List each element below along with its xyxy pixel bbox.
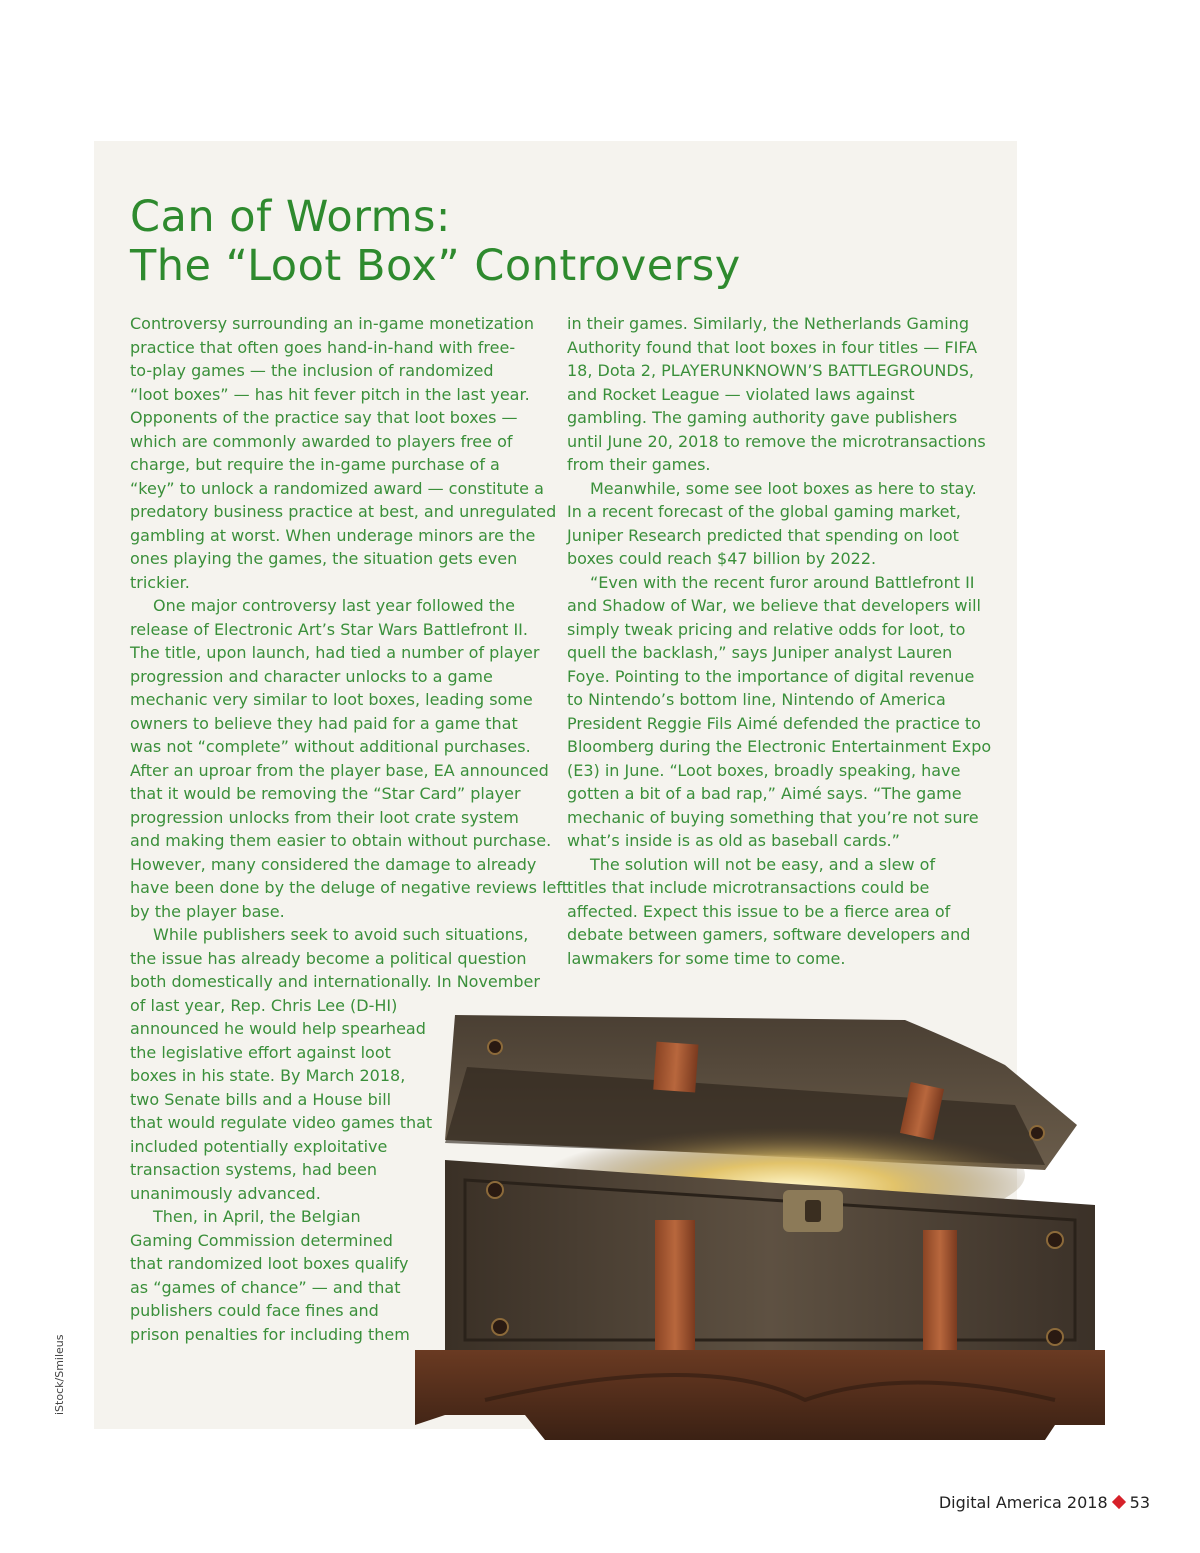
text-line: Bloomberg during the Electronic Entertainment Expo: [567, 737, 992, 756]
paragraph: [567, 477, 987, 571]
photo-credit: iStock/Smileus: [53, 1334, 66, 1415]
text-line: gambling. The gaming authority gave publishers: [567, 408, 958, 427]
text-line: owners to believe they had paid for a game that: [130, 713, 518, 733]
text-line: both domestically and internationally. In November: [130, 972, 540, 991]
text-line: until June 20, 2018 to remove the microtransactions: [567, 431, 986, 451]
text-line: gambling at worst. When underage minors are the: [130, 525, 536, 545]
text-line: transaction systems, had been: [130, 1160, 377, 1179]
text-line: “Even with the recent furor around Battlefront II: [590, 572, 975, 592]
text-line: the legislative effort against loot: [130, 1042, 391, 1062]
text-line: The title, upon launch, had tied a number of player: [130, 643, 540, 662]
text-line: unanimously advanced.: [130, 1183, 321, 1203]
text-line: After an uproar from the player base, EA announced: [130, 760, 549, 780]
text-line: that would regulate video games that: [130, 1113, 433, 1132]
article-title: [130, 193, 741, 291]
text-line: mechanic very similar to loot boxes, leading some: [130, 690, 533, 709]
text-line: publishers could face fines and: [130, 1301, 379, 1320]
diamond-icon: [1112, 1495, 1126, 1509]
text-line: “loot boxes” — has hit fever pitch in the last year.: [130, 384, 530, 404]
text-line: and Shadow of War, we believe that developers will: [567, 596, 981, 615]
text-line: that it would be removing the “Star Card” player: [130, 784, 521, 803]
text-line: titles that include microtransactions could be: [567, 878, 930, 897]
text-line: 18, Dota 2, PLAYERUNKNOWN’S BATTLEGROUNDS,: [567, 361, 974, 380]
text-line: charge, but require the in-game purchase of a: [130, 455, 500, 474]
text-line: by the player base.: [130, 901, 285, 921]
text-line: of last year, Rep. Chris Lee (D-HI): [130, 995, 398, 1015]
text-line: The solution will not be easy, and a slew of: [590, 854, 936, 874]
text-line: Meanwhile, some see loot boxes as here to stay.: [590, 478, 977, 498]
text-line: in their games. Similarly, the Netherlands Gaming: [567, 314, 969, 333]
text-line: that randomized loot boxes qualify: [130, 1254, 409, 1273]
text-line: the issue has already become a political question: [130, 948, 527, 968]
text-line: announced he would help spearhead: [130, 1019, 426, 1038]
text-line: to Nintendo’s bottom line, Nintendo of America: [567, 690, 946, 709]
text-line: what’s inside is as old as baseball cards.”: [567, 831, 900, 850]
text-line: release of Electronic Art’s Star Wars Battlefront II.: [130, 619, 528, 639]
title-line-2: The “Loot Box” Controversy: [130, 241, 741, 291]
text-line: (E3) in June. “Loot boxes, broadly speaking, have: [567, 760, 961, 780]
text-line: Opponents of the practice say that loot boxes —: [130, 408, 518, 427]
text-line: boxes could reach $47 billion by 2022.: [567, 549, 877, 568]
text-line: predatory business practice at best, and unregulated: [130, 502, 557, 521]
text-line: quell the backlash,” says Juniper analyst Lauren: [567, 643, 953, 662]
text-line: practice that often goes hand-in-hand with free-: [130, 337, 516, 357]
text-line: prison penalties for including them: [130, 1324, 410, 1344]
text-line: ones playing the games, the situation gets even: [130, 549, 518, 568]
paragraph: [567, 571, 992, 853]
text-line: In a recent forecast of the global gaming market,: [567, 502, 961, 521]
text-line: gotten a bit of a bad rap,” Aimé says. “The game: [567, 784, 962, 803]
page-number: 53: [1129, 1493, 1150, 1512]
text-line: simply tweak pricing and relative odds for loot, to: [567, 619, 966, 639]
text-line: President Reggie Fils Aimé defended the practice to: [567, 713, 981, 733]
article-column-2: [567, 312, 992, 970]
text-line: to-play games — the inclusion of randomized: [130, 361, 494, 380]
text-line: progression and character unlocks to a game: [130, 666, 493, 686]
text-line: Controversy surrounding an in-game monetization: [130, 314, 535, 333]
text-line: which are commonly awarded to players free of: [130, 431, 513, 451]
treasure-chest-image: [405, 1005, 1110, 1445]
publication-name: Digital America 2018: [938, 1493, 1108, 1512]
text-line: debate between gamers, software developers and: [567, 925, 971, 944]
text-line: affected. Expect this issue to be a fierce area of: [567, 901, 951, 921]
text-line: mechanic of buying something that you’re not sure: [567, 807, 979, 827]
paragraph: [130, 594, 568, 923]
text-line: have been done by the deluge of negative reviews left: [130, 878, 568, 897]
paragraph: [130, 312, 557, 594]
text-line: and making them easier to obtain without purchase.: [130, 831, 552, 850]
paragraph: [567, 853, 987, 971]
text-line: While publishers seek to avoid such situations,: [153, 925, 529, 944]
text-line: was not “complete” without additional purchases.: [130, 737, 531, 756]
text-line: progression unlocks from their loot crate system: [130, 807, 519, 827]
text-line: “key” to unlock a randomized award — constitute a: [130, 478, 544, 498]
page-footer: [939, 1493, 1150, 1512]
text-line: trickier.: [130, 572, 190, 592]
text-line: Then, in April, the Belgian: [153, 1207, 361, 1226]
text-line: lawmakers for some time to come.: [567, 948, 846, 968]
title-line-1: Can of Worms:: [130, 192, 451, 242]
paragraph: [567, 312, 987, 477]
text-line: Gaming Commission determined: [130, 1230, 393, 1250]
text-line: One major controversy last year followed the: [153, 596, 516, 615]
text-line: Foye. Pointing to the importance of digital revenue: [567, 666, 975, 686]
text-line: However, many considered the damage to already: [130, 854, 537, 874]
text-line: Juniper Research predicted that spending on loot: [567, 525, 959, 545]
text-line: as “games of chance” — and that: [130, 1277, 401, 1297]
text-line: two Senate bills and a House bill: [130, 1089, 392, 1109]
text-line: Authority found that loot boxes in four titles — FIFA: [567, 337, 978, 357]
text-line: from their games.: [567, 455, 711, 474]
text-line: included potentially exploitative: [130, 1136, 388, 1156]
text-line: boxes in his state. By March 2018,: [130, 1066, 406, 1085]
text-line: and Rocket League — violated laws against: [567, 384, 915, 404]
